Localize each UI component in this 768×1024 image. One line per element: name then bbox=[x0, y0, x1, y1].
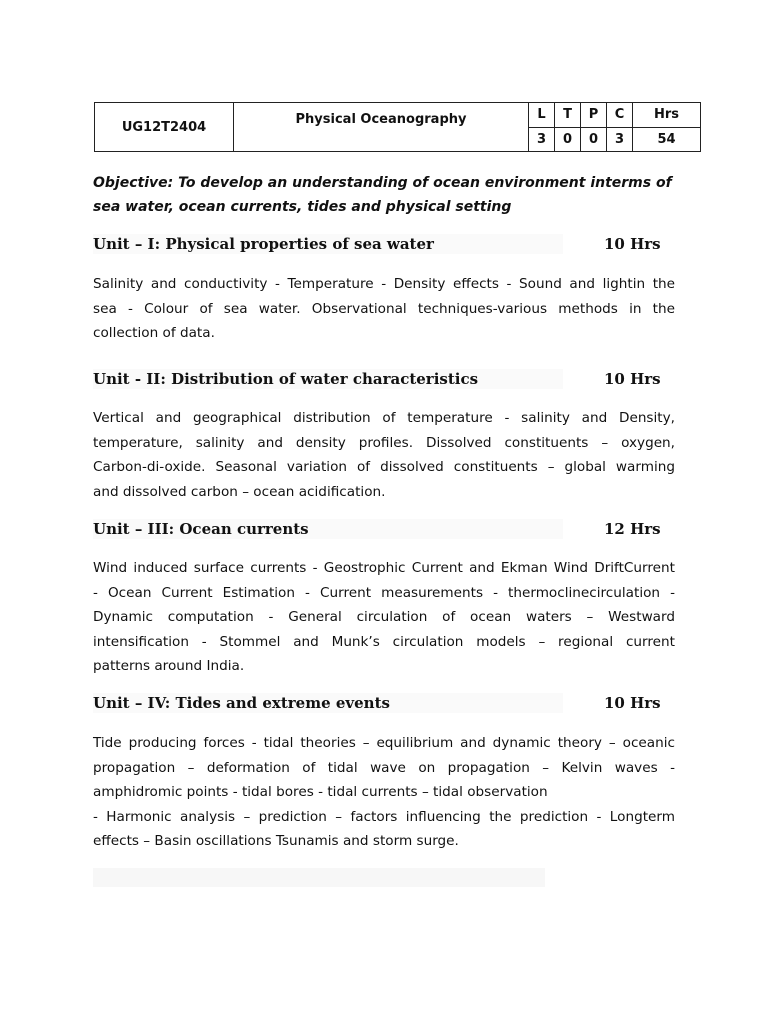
text-line: Carbon-di-oxide. Seasonal variation of dissolved constituents – global warming bbox=[93, 459, 675, 475]
unit-heading bbox=[93, 234, 675, 254]
unit-description bbox=[93, 731, 675, 854]
text-line: patterns around India. bbox=[93, 658, 245, 674]
value-l: 3 bbox=[529, 127, 555, 152]
text-line: temperature, salinity and density profiles. Dissolved constituents – oxygen, bbox=[93, 434, 675, 451]
text-line: Dynamic computation - General circulation of ocean waters – Westward bbox=[93, 609, 675, 625]
unit-heading bbox=[93, 693, 675, 713]
unit-hours: 12 Hrs bbox=[604, 520, 661, 538]
unit-hours: 10 Hrs bbox=[604, 235, 661, 253]
text-line: Wind induced surface currents - Geostrophic Current and Ekman Wind DriftCurrent bbox=[93, 560, 675, 576]
value-p: 0 bbox=[581, 127, 607, 152]
unit-description bbox=[93, 406, 675, 504]
unit-title: Unit – IV: Tides and extreme events bbox=[93, 694, 390, 712]
text-line: - Ocean Current Estimation - Current measurements - thermoclinecirculation - bbox=[93, 584, 675, 601]
text-line: effects – Basin oscillations Tsunamis and storm surge. bbox=[93, 833, 459, 849]
blank-heading-placeholder bbox=[93, 868, 545, 887]
unit-description bbox=[93, 556, 675, 679]
unit-heading bbox=[93, 519, 675, 539]
value-c: 3 bbox=[607, 127, 633, 152]
unit-hours: 10 Hrs bbox=[604, 370, 661, 388]
course-objective: Objective: To develop an understanding of ocean environment interms of sea water, ocean currents, tides and physical setting bbox=[93, 175, 672, 215]
text-line: amphidromic points - tidal bores - tidal currents – tidal observation bbox=[93, 784, 548, 800]
header-p: P bbox=[581, 103, 607, 128]
text-line: Salinity and conductivity - Temperature - Density effects - Sound and lightin the bbox=[93, 276, 675, 292]
course-header-table bbox=[94, 102, 701, 152]
text-line: and dissolved carbon – ocean acidification. bbox=[93, 483, 386, 500]
unit-hours: 10 Hrs bbox=[604, 694, 661, 712]
header-l: L bbox=[529, 103, 555, 128]
unit-title: Unit – III: Ocean currents bbox=[93, 520, 309, 538]
unit-heading bbox=[93, 369, 675, 389]
header-t: T bbox=[555, 103, 581, 128]
unit-title: Unit – I: Physical properties of sea water bbox=[93, 235, 434, 253]
header-hrs: Hrs bbox=[633, 103, 701, 128]
text-line: sea - Colour of sea water. Observational techniques-various methods in the bbox=[93, 300, 675, 317]
value-t: 0 bbox=[555, 127, 581, 152]
text-line: collection of data. bbox=[93, 325, 215, 341]
unit-title: Unit - II: Distribution of water characteristics bbox=[93, 370, 479, 388]
header-c: C bbox=[607, 103, 633, 128]
text-line: Tide producing forces - tidal theories – equilibrium and dynamic theory – oceanic bbox=[93, 735, 675, 751]
course-code: UG12T2404 bbox=[95, 103, 234, 152]
text-line: intensification - Stommel and Munk’s circulation models – regional current bbox=[93, 633, 675, 650]
course-title: Physical Oceanography bbox=[234, 103, 529, 152]
text-line: propagation – deformation of tidal wave on propagation – Kelvin waves - bbox=[93, 759, 675, 776]
text-line: Vertical and geographical distribution of temperature - salinity and Density, bbox=[93, 410, 675, 426]
unit-description bbox=[93, 272, 675, 346]
text-line: - Harmonic analysis – prediction – factors influencing the prediction - Longterm bbox=[93, 808, 675, 825]
value-hrs: 54 bbox=[633, 127, 701, 152]
